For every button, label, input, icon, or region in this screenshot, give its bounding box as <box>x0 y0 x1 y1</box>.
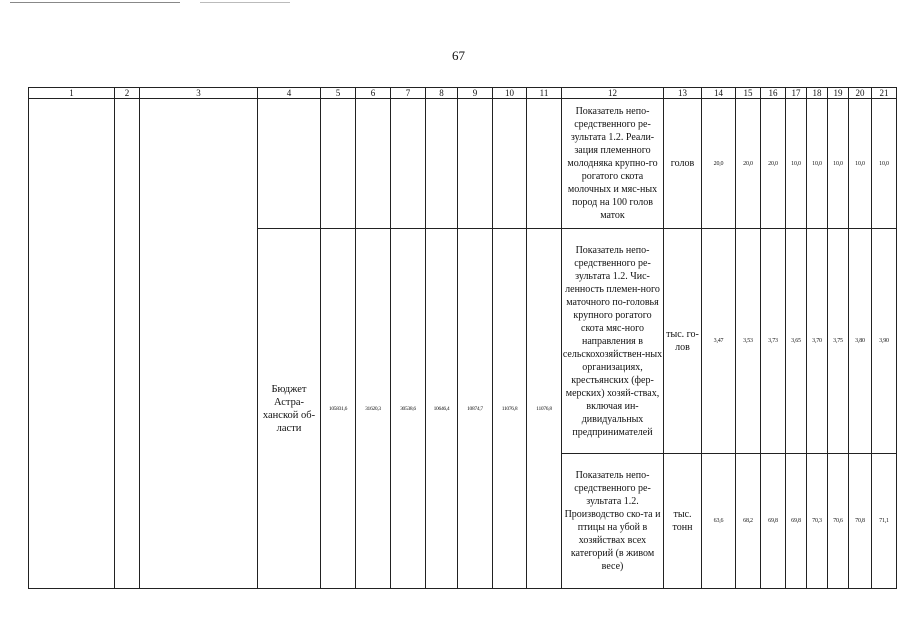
header-cell: 21 <box>872 88 897 99</box>
indicator-unit: тыс. тонн <box>664 454 702 589</box>
empty-cell <box>29 99 115 589</box>
header-cell: 11 <box>527 88 562 99</box>
header-cell: 15 <box>736 88 761 99</box>
empty-cell <box>391 99 426 229</box>
header-cell: 18 <box>807 88 828 99</box>
budget-value: 11076,8 <box>527 229 562 589</box>
empty-cell <box>115 99 140 589</box>
indicator-value: 69,8 <box>761 454 786 589</box>
empty-cell <box>426 99 458 229</box>
indicator-value: 3,65 <box>786 229 807 454</box>
indicator-value: 20,0 <box>702 99 736 229</box>
indicator-value: 10,0 <box>872 99 897 229</box>
indicator-value: 3,53 <box>736 229 761 454</box>
header-cell: 7 <box>391 88 426 99</box>
header-cell: 4 <box>258 88 321 99</box>
indicator-value: 10,0 <box>786 99 807 229</box>
header-cell: 16 <box>761 88 786 99</box>
budget-value: 105831,6 <box>321 229 356 589</box>
indicator-value: 68,2 <box>736 454 761 589</box>
empty-cell <box>356 99 391 229</box>
indicator-description: Показатель непо-средственного ре-зультата 1.2. Реали-зация племенного молодняка крупно-го рогатого скота молочных и мяс-ных пород на 100 голов маток <box>562 99 664 229</box>
header-cell: 17 <box>786 88 807 99</box>
indicator-value: 70,3 <box>807 454 828 589</box>
empty-cell <box>321 99 356 229</box>
empty-cell <box>493 99 527 229</box>
budget-value: 10646,4 <box>426 229 458 589</box>
funding-source: Бюджет Астра-ханской об-ласти <box>258 229 321 589</box>
header-cell: 20 <box>849 88 872 99</box>
indicator-value: 10,0 <box>849 99 872 229</box>
header-cell: 5 <box>321 88 356 99</box>
indicator-description: Показатель непо-средственного ре-зультата 1.2. Чис-ленность племен-ного маточного по-головья крупного рогатого скота мяс-ного направления в сельскохозяйствен-ных организациях, крестьянских (фер-мерских) хозяй-ствах, включая ин-дивидуальных предпринимателей <box>562 229 664 454</box>
indicator-value: 3,75 <box>828 229 849 454</box>
empty-cell <box>527 99 562 229</box>
header-cell: 1 <box>29 88 115 99</box>
indicator-value: 3,47 <box>702 229 736 454</box>
header-cell: 19 <box>828 88 849 99</box>
scan-artifact-line <box>200 2 290 3</box>
indicator-unit: голов <box>664 99 702 229</box>
page-number: 67 <box>452 48 465 63</box>
budget-value: 30538,6 <box>391 229 426 589</box>
budget-value: 31620,3 <box>356 229 391 589</box>
indicator-value: 20,0 <box>736 99 761 229</box>
indicator-row <box>29 99 897 229</box>
indicator-value: 69,8 <box>786 454 807 589</box>
indicator-value: 63,6 <box>702 454 736 589</box>
indicator-value: 71,1 <box>872 454 897 589</box>
header-cell: 3 <box>140 88 258 99</box>
indicator-unit: тыс. го-лов <box>664 229 702 454</box>
indicator-value: 70,8 <box>849 454 872 589</box>
empty-cell <box>140 99 258 589</box>
scan-artifact-line <box>10 2 180 3</box>
indicator-value: 3,70 <box>807 229 828 454</box>
header-cell: 12 <box>562 88 664 99</box>
header-cell: 14 <box>702 88 736 99</box>
indicator-value: 70,6 <box>828 454 849 589</box>
header-cell: 9 <box>458 88 493 99</box>
header-cell: 6 <box>356 88 391 99</box>
header-row <box>29 88 897 99</box>
empty-cell <box>258 99 321 229</box>
indicator-description: Показатель непо-средственного ре-зультата 1.2. Производство ско-та и птицы на убой в хозяйствах всех категорий (в живом весе) <box>562 454 664 589</box>
header-cell: 2 <box>115 88 140 99</box>
header-cell: 10 <box>493 88 527 99</box>
header-cell: 8 <box>426 88 458 99</box>
indicator-value: 10,0 <box>807 99 828 229</box>
budget-value: 10874,7 <box>458 229 493 589</box>
indicator-value: 20,0 <box>761 99 786 229</box>
indicator-value: 3,90 <box>872 229 897 454</box>
indicator-value: 10,0 <box>828 99 849 229</box>
indicator-value: 3,73 <box>761 229 786 454</box>
budget-value: 11076,8 <box>493 229 527 589</box>
empty-cell <box>458 99 493 229</box>
data-table <box>28 87 897 589</box>
indicator-value: 3,80 <box>849 229 872 454</box>
header-cell: 13 <box>664 88 702 99</box>
